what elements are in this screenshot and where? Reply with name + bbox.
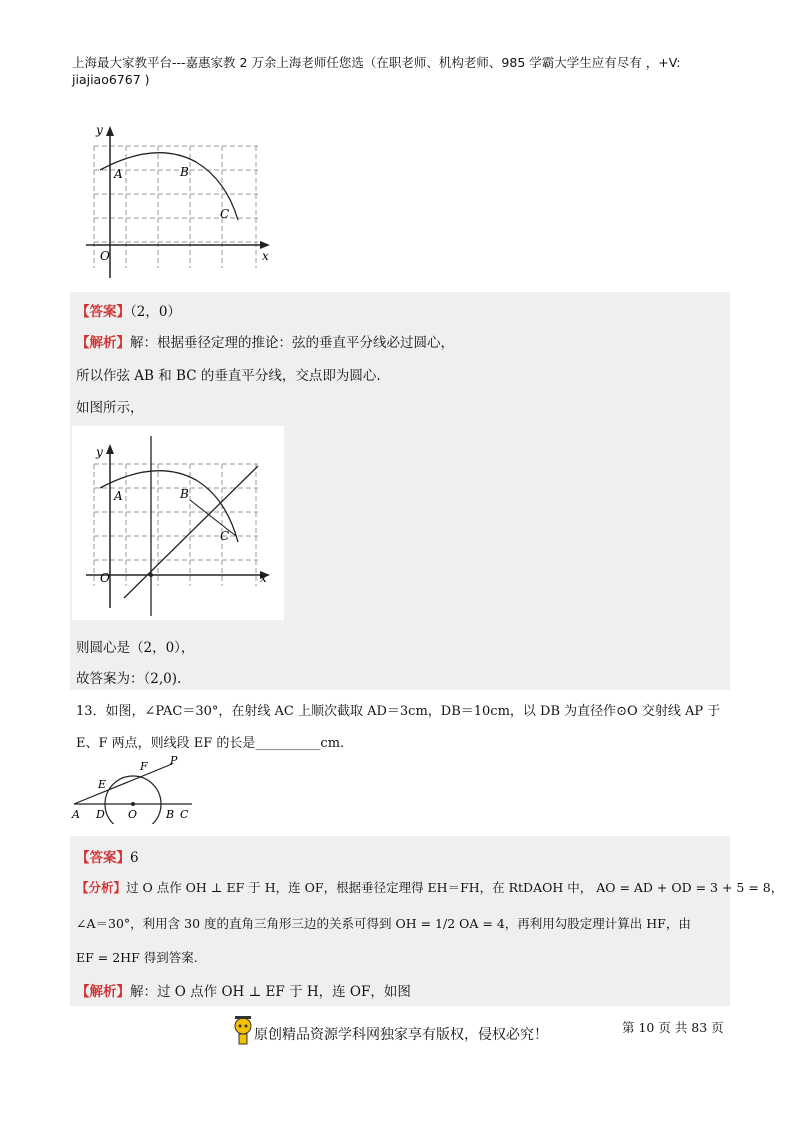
origin-label: O xyxy=(100,249,110,263)
q12-line-2: 所以作弦 AB 和 BC 的垂直平分线，交点即为圆心. xyxy=(76,368,381,384)
point-b-label: B xyxy=(180,165,189,179)
label-o: O xyxy=(128,808,138,821)
q13-fenxi-3: EF = 2HF 得到答案. xyxy=(76,950,198,965)
point-a-label: A xyxy=(114,167,123,181)
label-d: D xyxy=(96,808,105,821)
footer-copyright: 原创精品资源学科网独家享有版权，侵权必究！ xyxy=(254,1027,548,1043)
x-axis-label-2: x xyxy=(260,571,267,585)
header-line-1: 上海最大家教平台---嘉惠家教 2 万余上海老师任您选（在职老师、机构老师、985 学霸大学生应有尽有 ，+V: xyxy=(72,55,681,70)
figure-circle-rays xyxy=(70,756,200,824)
label-f: F xyxy=(140,760,148,773)
q13-fenxi-2: ∠A＝30°，利用含 30 度的直角三角形三边的关系可得到 OH = 1/2 OA = 4，再利用勾股定理计算出 HF，由 xyxy=(76,916,691,931)
figure-arc-grid xyxy=(86,118,276,278)
label-b: B xyxy=(166,808,175,821)
x-axis-label: x xyxy=(262,249,269,263)
q12-line-3: 如图所示， xyxy=(76,400,144,416)
q13-jiexi: 【解析】解：过 O 点作 OH ⊥ EF 于 H，连 OF，如图 xyxy=(76,984,411,1000)
page-number: 第 10 页 共 83 页 xyxy=(622,1020,724,1035)
q13-question-line-1: 13．如图，∠PAC＝30°，在射线 AC 上顺次截取 AD＝3cm，DB＝10cm，以 DB 为直径作⊙O 交射线 AP 于 xyxy=(76,704,721,719)
origin-label-2: O xyxy=(100,571,110,585)
label-e: E xyxy=(98,778,107,791)
q12-line-4: 则圆心是（2，0）， xyxy=(76,640,195,656)
q13-question-line-2: E、F 两点，则线段 EF 的长是__________cm. xyxy=(76,736,345,751)
q13-answer: 【答案】6 xyxy=(76,850,139,866)
page-header xyxy=(72,54,732,88)
label-a: A xyxy=(72,808,80,821)
label-p: P xyxy=(170,756,178,767)
q12-answer: 【答案】（2，0） xyxy=(76,304,181,320)
q13-fenxi-1: 【分析】过 O 点作 OH ⊥ EF 于 H，连 OF，根据垂径定理得 EH＝FH，在 RtDAOH 中， AO = AD + OD = 3 + 5 = 8， xyxy=(76,880,784,895)
figure-arc-bisectors xyxy=(86,436,282,616)
mascot-icon xyxy=(232,1014,254,1046)
point-c-label: C xyxy=(220,207,230,221)
point-a-label-2: A xyxy=(114,489,123,503)
label-c: C xyxy=(180,808,189,821)
q12-line-5: 故答案为：（2,0). xyxy=(76,671,182,687)
point-c-label-2: C xyxy=(220,529,230,543)
header-line-2: jiajiao6767 ) xyxy=(72,72,150,87)
q12-analysis: 【解析】解：根据垂径定理的推论：弦的垂直平分线必过圆心， xyxy=(76,335,454,351)
point-b-label-2: B xyxy=(180,487,189,501)
y-axis-label: y xyxy=(96,123,103,137)
y-axis-label-2: y xyxy=(96,445,103,459)
